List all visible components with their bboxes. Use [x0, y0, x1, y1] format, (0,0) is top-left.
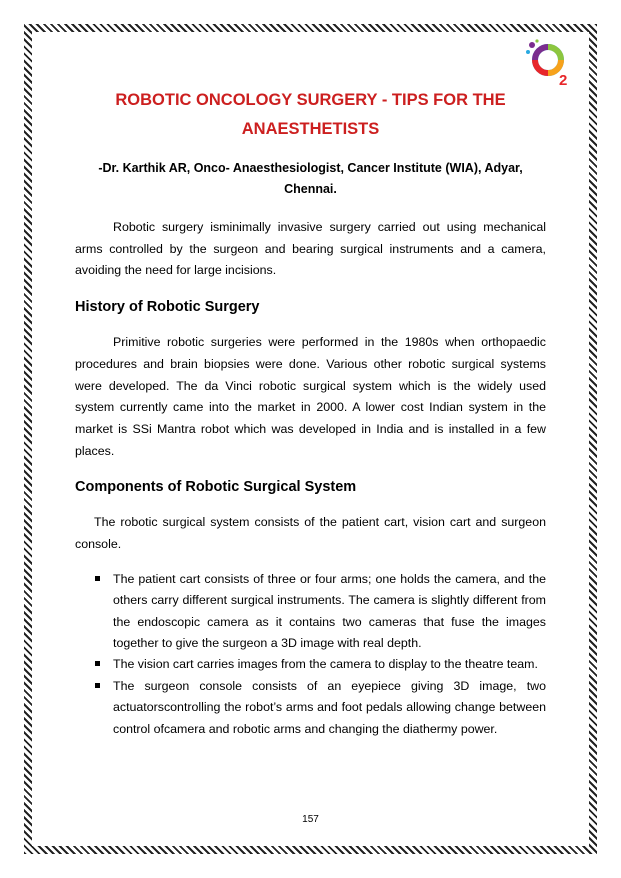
bullet-square-icon: [95, 683, 100, 688]
list-item-text: The vision cart carries images from the camera to display to the theatre team.: [113, 657, 538, 672]
author-byline: [75, 158, 546, 200]
author-line-1: -Dr. Karthik AR, Onco- Anaesthesiologist, Cancer Institute (WIA), Adyar,: [98, 161, 523, 175]
section-heading-history: History of Robotic Surgery: [75, 299, 260, 316]
list-item-text: The surgeon console consists of an eyepiece giving 3D image, two actuatorscontrolling the robot’s arms and foot pedals allowing change between control ofcamera and robotic arms and changing the diathermy power.: [113, 678, 546, 736]
list-item-text: The patient cart consists of three or four arms; one holds the camera, and the others carry different surgical instruments. The camera is slightly different from the endoscopic camera as it contains two cameras that fuse the images together to give the surgeon a 3D image with real depth.: [113, 571, 546, 650]
bullet-square-icon: [95, 661, 100, 666]
intro-paragraph: Robotic surgery isminimally invasive surgery carried out using mechanical arms controlled by the surgeon and bearing surgical instruments and a camera, avoiding the need for large incisions.: [75, 220, 546, 278]
components-list: [75, 569, 546, 740]
components-paragraph: The robotic surgical system consists of the patient cart, vision cart and surgeon console.: [75, 515, 546, 552]
list-item: [75, 676, 546, 740]
author-line-2: Chennai.: [284, 182, 337, 196]
page-number: 157: [302, 814, 319, 825]
list-item: [75, 654, 546, 675]
bullet-square-icon: [95, 576, 100, 581]
page-title: [75, 86, 546, 144]
section-heading-components: Components of Robotic Surgical System: [75, 479, 357, 496]
article: [75, 86, 546, 740]
title-line-1: ROBOTIC ONCOLOGY SURGERY - TIPS FOR THE: [115, 91, 506, 109]
title-line-2: ANAESTHETISTS: [241, 120, 380, 138]
list-item: [75, 569, 546, 655]
logo-subscript: 2: [559, 72, 568, 88]
o2-logo-icon: [523, 38, 577, 88]
history-paragraph: Primitive robotic surgeries were performed in the 1980s when orthopaedic procedures and brain biopsies were done. Various other robotic surgical systems were developed. The da Vinci robotic surgical system which is the widely used system currently came into the market in 2000. A lower cost Indian system in the market is SSi Mantra robot which was developed in India and is installed in a few places.: [75, 335, 546, 458]
